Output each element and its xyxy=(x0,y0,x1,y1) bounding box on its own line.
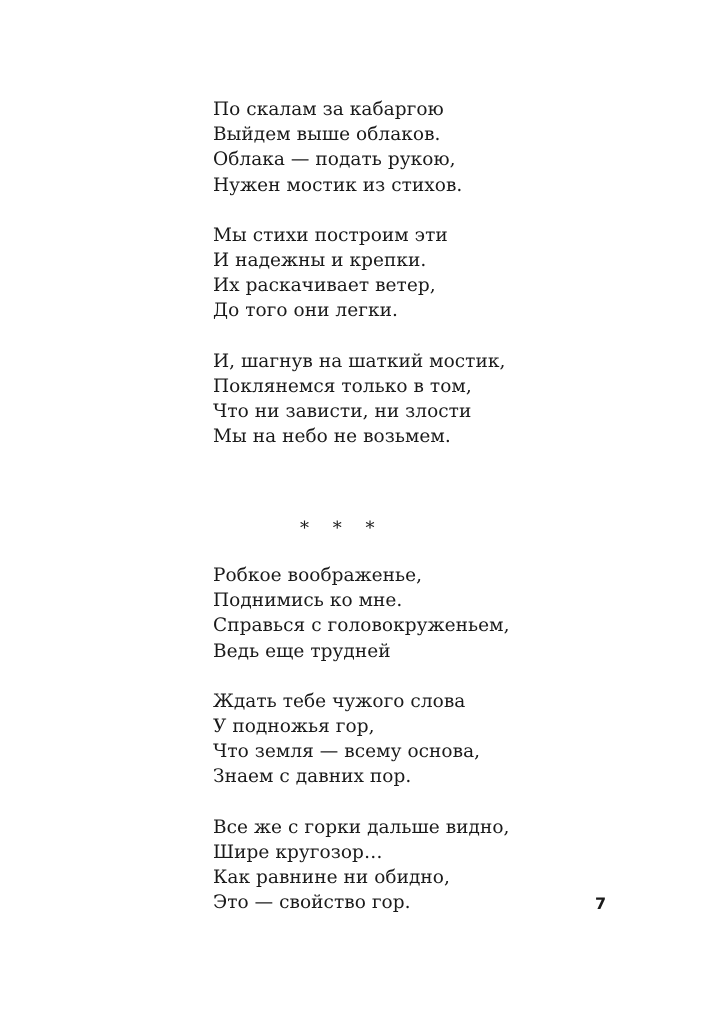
page-number: 7 xyxy=(595,894,607,913)
poem-mostik xyxy=(213,97,593,449)
stanza-3 xyxy=(213,815,593,916)
verse-line: Шире кругозор… xyxy=(213,841,383,863)
stanza-gap xyxy=(213,664,593,689)
stanza-1 xyxy=(213,97,593,198)
verse-line: Выйдем выше облаков. xyxy=(213,124,441,146)
verse-line: Облака — подать рукою, xyxy=(213,149,456,171)
verse-line: Это — свойство гор. xyxy=(213,892,411,914)
verse-line: И надежны и крепки. xyxy=(213,250,427,272)
stanza-2 xyxy=(213,223,593,324)
verse-line: Ведь еще трудней xyxy=(213,640,391,662)
stanza-gap xyxy=(213,198,593,223)
verse-line: До того они легки. xyxy=(213,300,398,322)
verse-line: Знаем с давних пор. xyxy=(213,766,412,788)
verse-line: И, шагнув на шаткий мостик, xyxy=(213,350,506,372)
verse-line: Мы на небо не возьмем. xyxy=(213,426,451,448)
verse-line: Нужен мостик из стихов. xyxy=(213,174,463,196)
verse-line: Как равнине ни обидно, xyxy=(213,867,450,889)
verse-line: Их раскачивает ветер, xyxy=(213,275,436,297)
verse-line: Что земля — всему основа, xyxy=(213,741,481,763)
verse-line: Что ни зависти, ни злости xyxy=(213,401,472,423)
stanza-3 xyxy=(213,349,593,450)
verse-line: Поклянемся только в том, xyxy=(213,375,472,397)
asterism-separator: * * * xyxy=(300,518,384,539)
poem-voobrazhenye xyxy=(213,563,593,915)
verse-line: Робкое воображенье, xyxy=(213,565,423,586)
verse-line: Ждать тебе чужого слова xyxy=(213,690,466,712)
verse-line: У подножья гор, xyxy=(213,716,375,738)
stanza-1 xyxy=(213,563,593,664)
stanza-gap xyxy=(213,790,593,815)
verse-line: По скалам за кабаргою xyxy=(213,99,444,120)
verse-line: Справься с головокруженьем, xyxy=(213,615,510,637)
stanza-gap xyxy=(213,324,593,349)
stanza-2 xyxy=(213,689,593,790)
verse-line: Все же с горки дальше видно, xyxy=(213,816,510,838)
verse-line: Мы стихи построим эти xyxy=(213,224,448,246)
verse-line: Поднимись ко мне. xyxy=(213,590,403,612)
